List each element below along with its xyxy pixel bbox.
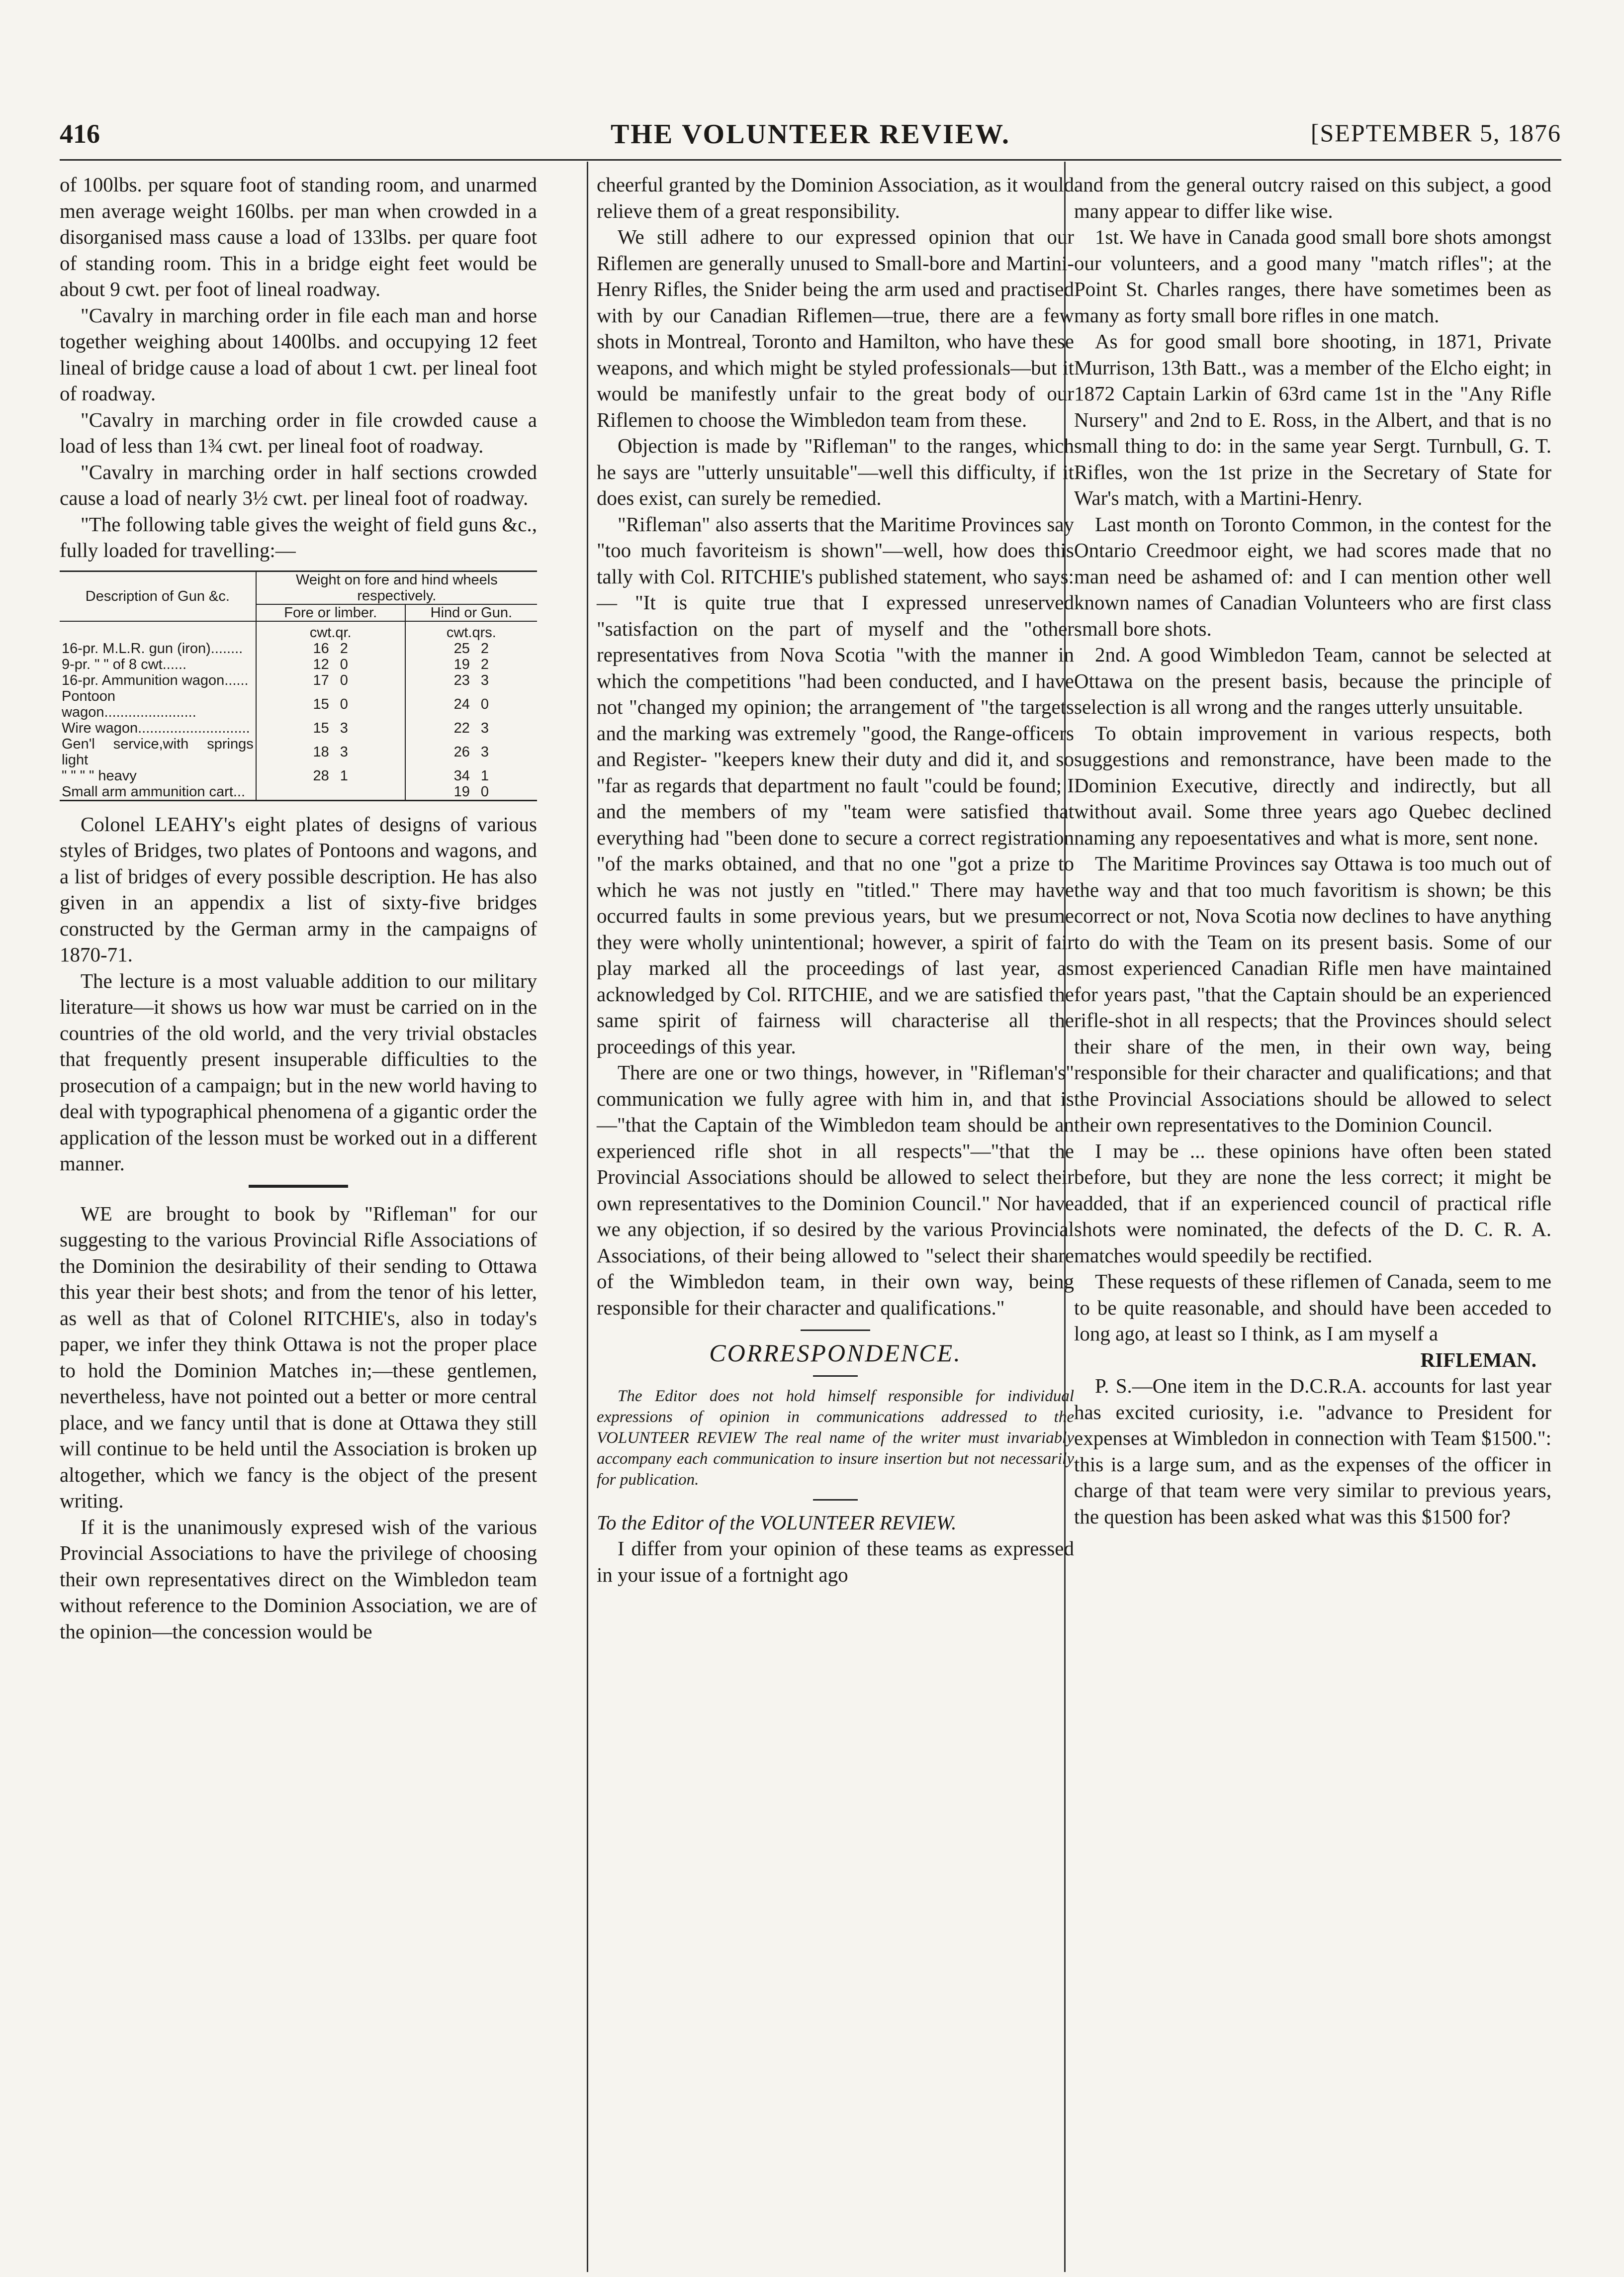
hind-cwt: 23	[453, 672, 470, 688]
table-header-description: Description of Gun &c.	[60, 571, 256, 621]
hind-qr: 3	[480, 672, 489, 688]
editor-note: The Editor does not hold himself responsible for individual expressions of opinion in communications addressed to the VOLUNTEER REVIEW The real name of the writer must invariably accompany each communication to insure insertion but not necessarily for publication.	[597, 1387, 1074, 1489]
hind-weight	[405, 688, 537, 720]
hind-weight	[405, 657, 537, 672]
fore-cwt: 16	[313, 640, 329, 657]
table-row	[60, 720, 537, 736]
paragraph: "Cavalry in marching order in file crowded cause a load of less than 1¾ cwt. per lineal foot of roadway.	[60, 408, 537, 457]
page-header	[60, 118, 1561, 158]
hind-qr: 1	[480, 767, 489, 784]
paragraph: To obtain improvement in various respects, both suggestions and remonstrance, have been made to the Dominion Executive, directly and indirectly, but all without avail. Some three years ago Quebec declined naming any repoesentatives and what is more, sent none.	[1074, 721, 1551, 849]
paragraph: 2nd. A good Wimbledon Team, cannot be selected at Ottawa on the present basis, because the principle of selection is all wrong and the ranges utterly unsuitable.	[1074, 643, 1551, 718]
hind-cwt: 22	[453, 720, 470, 736]
hind-qr: 0	[480, 696, 489, 712]
paragraph: As for good small bore shooting, in 1871, Private Murrison, 13th Batt., was a member of the Elcho eight; in 1872 Captain Larkin of 63rd came 1st in the "Any Rifle Nursery" and 2nd to E. Ross, in the Albert, and that is no small thing to do: in the same year Sergt. Turnbull, G. T. Rifles, won the 1st prize in the Secretary of State for War's match, with a Martini-Henry.	[1074, 330, 1551, 509]
hind-qr: 3	[480, 720, 489, 736]
paragraph: 1st. We have in Canada good small bore shots amongst our volunteers, and a good many "match rifles"; at the Point St. Charles ranges, there have sometimes been as many as forty small bore rifles in one match.	[1074, 225, 1551, 327]
fore-weight	[256, 657, 405, 672]
fore-qr: 0	[340, 672, 348, 688]
paragraph: of 100lbs. per square foot of standing room, and unarmed men average weight 160lbs. per man when crowded in a disorganised mass cause a load of 133lbs. per quare foot of standing room. This in a bridge eight feet would be about 9 cwt. per foot of lineal roadway.	[60, 173, 537, 300]
gun-description: Small arm ammunition cart...	[62, 783, 246, 800]
paragraph: WE are brought to book by "Rifleman" for our suggesting to the various Provincial Rifle Associations of the Dominion the desirability of their sending to Ottawa this year their best shots; and from the tenor of his letter, as well as that of Colonel RITCHIE's, also in today's paper, we infer they think Ottawa is not the proper place to hold the Dominion Matches in;—these gentlemen, nevertheless, have not pointed out a better or more central place, and we fancy until that is done at Ottawa they still will continue to be held until the Association is broken up altogether, which we fancy is the object of the present writing.	[60, 1202, 537, 1512]
hind-weight	[405, 672, 537, 688]
paragraph: The Maritime Provinces say Ottawa is too much out of the way and that too much favoritism is shown; be this correct or not, Nova Scotia now declines to have anything to do with the Team on its present basis. Some of our most experienced Canadian Rifle men have maintained for years past, "that the Captain should be an experienced rifle-shot in all respects; that the Provinces should select their share of the men, in their own way, being responsible for their character and qualifications; and that the Provincial Associations should be allowed to select their own representatives to the Dominion Council.	[1074, 852, 1551, 1136]
hind-cwt: 25	[453, 640, 470, 657]
fore-cwt: 12	[313, 656, 329, 672]
column-3	[1074, 172, 1551, 1529]
fore-cwt: 28	[313, 767, 329, 784]
hind-weight	[405, 720, 537, 736]
gun-weight-table	[60, 570, 537, 801]
hind-weight	[405, 736, 537, 768]
fore-cwt: 17	[313, 672, 329, 688]
gun-description: Gen'l service,with springs light	[62, 736, 254, 768]
section-separator	[813, 1499, 858, 1501]
fore-cwt: 15	[313, 720, 329, 736]
paragraph: If it is the unanimously expresed wish of the various Provincial Associations to have the privilege of choosing their own representatives direct on the Wimbledon team without reference to the Dominion Association, we are of the opinion—the concession would be	[60, 1515, 537, 1643]
unit-hind: cwt.qrs.	[405, 621, 537, 641]
hind-cwt: 34	[453, 767, 470, 784]
letter-signature: RIFLEMAN.	[1420, 1348, 1536, 1371]
hind-weight	[405, 768, 537, 784]
gun-description: Wire wagon............................	[62, 720, 250, 736]
table-row	[60, 657, 537, 672]
column-2	[597, 172, 1074, 1588]
paragraph: P. S.—One item in the D.C.R.A. accounts for last year has excited curiosity, i.e. "advance to President for expenses at Wimbledon in connection with Team $1500.": this is a large sum, and as the expenses of the officer in charge of that team were very similar to previous years, the question has been asked what was this $1500 for?	[1074, 1374, 1551, 1528]
hind-cwt: 19	[453, 656, 470, 672]
correspondence-heading: CORRESPONDENCE.	[709, 1339, 962, 1367]
hind-qr: 2	[480, 656, 489, 672]
gun-description: 16-pr. Ammunition wagon......	[62, 672, 249, 688]
hind-cwt: 26	[453, 744, 470, 760]
hind-qr: 2	[480, 640, 489, 657]
paragraph: cheerful granted by the Dominion Association, as it would relieve them of a great responsibility.	[597, 173, 1074, 222]
header-rule	[60, 159, 1561, 161]
table-header-fore: Fore or limber.	[256, 604, 405, 621]
unit-fore: cwt.qr.	[256, 621, 405, 641]
fore-weight	[256, 641, 405, 657]
hind-cwt: 19	[453, 783, 470, 800]
gun-description: 9-pr. " " of 8 cwt......	[62, 656, 187, 672]
newspaper-title: THE VOLUNTEER REVIEW.	[610, 119, 1011, 150]
fore-qr: 0	[340, 696, 348, 712]
paragraph: Colonel LEAHY's eight plates of designs of various styles of Bridges, two plates of Pontoons and wagons, and a list of bridges of every possible description. He has also given in an appendix a list of sixty-five bridges constructed by the German army in the campaigns of 1870-71.	[60, 812, 537, 966]
hind-qr: 0	[480, 783, 489, 800]
fore-cwt: 18	[313, 744, 329, 760]
table-row	[60, 768, 537, 784]
paragraph: We still adhere to our expressed opinion that our Riflemen are generally unused to Small-bore and Martini-Henry Rifles, the Snider being the arm used and practised with by our Canadian Riflemen—true, there are a few shots in Montreal, Toronto and Hamilton, who have these weapons, and which might be styled professionals—but it would be manifestly unfair to the great body of our Riflemen to choose the Wimbledon team from these.	[597, 225, 1074, 431]
table-header-hind: Hind or Gun.	[405, 604, 537, 621]
section-separator	[249, 1185, 348, 1188]
paragraph: There are one or two things, however, in "Rifleman's" communication we fully agree with him in, and that is—"that the Captain of the Wimbledon team should be an experienced rifle shot in all respects"—"that the Provincial Associations should be allowed to select their own representatives to the Dominion Council." Nor have we any objection, if so desired by the various Provincial Associations, of their being allowed to "select their share of the Wimbledon team, in their own way, being responsible for their character and qualifications."	[597, 1061, 1074, 1319]
fore-weight	[256, 784, 405, 801]
gun-description: " " " " heavy	[62, 767, 137, 784]
hind-weight	[405, 641, 537, 657]
paragraph: "Cavalry in marching order in file each man and horse together weighing about 1400lbs. and occupying 12 feet lineal of bridge cause a load of about 1 cwt. per lineal foot of roadway.	[60, 303, 537, 405]
section-separator	[801, 1329, 870, 1331]
fore-weight	[256, 672, 405, 688]
fore-qr: 0	[340, 656, 348, 672]
table-row	[60, 736, 537, 768]
table-row	[60, 672, 537, 688]
fore-weight	[256, 736, 405, 768]
paragraph: Objection is made by "Rifleman" to the ranges, which he says are "utterly unsuitable"—well this difficulty, if it does exist, can surely be remedied.	[597, 434, 1074, 509]
table-row	[60, 688, 537, 720]
section-separator	[813, 1375, 858, 1377]
paragraph: These requests of these riflemen of Canada, seem to me to be quite reasonable, and should have been acceded to long ago, at least so I think, as I am myself a	[1074, 1270, 1551, 1345]
hind-weight	[405, 784, 537, 801]
fore-weight	[256, 688, 405, 720]
hind-qr: 3	[480, 744, 489, 760]
table-header-group: Weight on fore and hind wheels respectively.	[256, 571, 537, 604]
gun-description: Pontoon wagon.......................	[62, 688, 196, 720]
paragraph: I differ from your opinion of these teams as expressed in your issue of a fortnight ago	[597, 1537, 1074, 1586]
fore-qr: 1	[340, 767, 348, 784]
fore-qr: 2	[340, 640, 348, 657]
paragraph: and from the general outcry raised on this subject, a good many appear to differ like wise.	[1074, 173, 1551, 222]
column-divider-1	[587, 162, 588, 2272]
paragraph: "Cavalry in marching order in half sections crowded cause a load of nearly 3½ cwt. per lineal foot of roadway.	[60, 460, 537, 509]
fore-weight	[256, 768, 405, 784]
paragraph: The lecture is a most valuable addition to our military literature—it shows us how war must be carried on in the countries of the old world, and the very trivial obstacles that frequently present insuperable difficulties to the prosecution of a campaign; but in the new world having to deal with typographical phenomena of a gigantic order the application of the lesson must be worked out in a different manner.	[60, 969, 537, 1175]
paragraph: "Rifleman" also asserts that the Maritime Provinces say "too much favoriteism is shown"—well, how does this tally with Col. RITCHIE's published statement, who says:— "It is quite true that I expressed unreserved "satisfaction on the part of myself and the "other representatives from Nova Scotia "with the manner in which the competitions "had been conducted, and I have not "changed my opinion; the arrangement of "the targets and the marking was extremely "good, the Range-officers and Register- "keepers knew their duty and did it, and so "far as regards that department no fault "could be found; I and the members of my "team were satisfied that everything had "been done to secure a correct registration "of the marks obtained, and that no one "got a prize to which he was not justly en "titled." There may have occurred faults in some previous years, but we presume they were wholly unintentional; however, a spirit of fair play marked all the proceedings of last year, as acknowledged by Col. RITCHIE, and we are satisfied the same spirit of fairness will characterise all the proceedings of this year.	[597, 512, 1074, 1058]
paragraph: Last month on Toronto Common, in the contest for the Ontario Creedmoor eight, we had scores made that no man need be ashamed of: and I can mention other well known names of Canadian Volunteers who are first class small bore shots.	[1074, 512, 1551, 640]
fore-weight	[256, 720, 405, 736]
paragraph: "The following table gives the weight of field guns &c., fully loaded for travelling:—	[60, 512, 537, 562]
paragraph: I may be ... these opinions have often been stated before, but they are none the less correct; it might be added, that if an experienced council of practical rifle shots were nominated, the defects of the D. C. R. A. matches would speedily be rectified.	[1074, 1139, 1551, 1267]
issue-date: [SEPTEMBER 5, 1876	[1310, 119, 1561, 147]
hind-cwt: 24	[453, 696, 470, 712]
table-row	[60, 784, 537, 801]
fore-cwt: 15	[313, 696, 329, 712]
page-number: 416	[60, 119, 100, 149]
fore-qr: 3	[340, 720, 348, 736]
letter-salutation: To the Editor of the VOLUNTEER REVIEW.	[597, 1511, 957, 1534]
gun-description: 16-pr. M.L.R. gun (iron)........	[62, 640, 243, 657]
fore-qr: 3	[340, 744, 348, 760]
table-row	[60, 641, 537, 657]
column-1	[60, 172, 537, 1644]
